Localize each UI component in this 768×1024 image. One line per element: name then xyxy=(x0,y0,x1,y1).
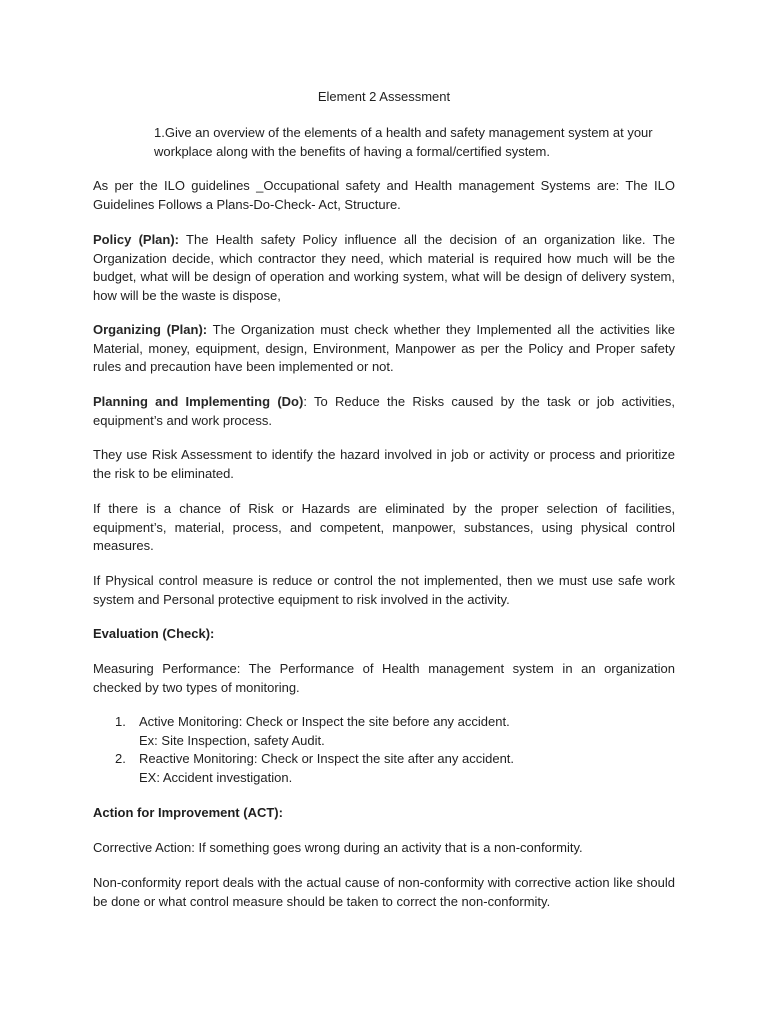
list-item-example: Ex: Site Inspection, safety Audit. xyxy=(139,732,325,748)
policy-paragraph xyxy=(93,231,675,305)
planning-paragraph xyxy=(93,393,675,430)
intro-paragraph: As per the ILO guidelines _Occupational safety and Health management Systems are: The ILO Guidelines Follows a Plans-Do-Check- Act, Structure. xyxy=(93,178,675,212)
list-item-number: 2. xyxy=(115,751,126,766)
risk-assessment-paragraph: They use Risk Assessment to identify the hazard involved in job or activity or process and prioritize the risk to be eliminated. xyxy=(93,447,675,481)
monitoring-list xyxy=(93,713,675,787)
nonconformity-paragraph: Non-conformity report deals with the actual cause of non-conformity with corrective action like should be done or what control measure should be taken to correct the non-conformity. xyxy=(93,875,675,909)
physical-control-paragraph: If Physical control measure is reduce or control the not implemented, then we must use safe work system and Personal protective equipment to risk involved in the activity. xyxy=(93,573,675,607)
assessment-question: 1.Give an overview of the elements of a health and safety management system at your workplace along with the benefits of having a formal/certified system. xyxy=(154,125,653,159)
evaluation-heading: Evaluation (Check): xyxy=(93,626,215,641)
policy-label: Policy (Plan): xyxy=(93,232,180,247)
document-title: Element 2 Assessment xyxy=(317,89,451,104)
list-item xyxy=(93,750,675,787)
list-item-title: Reactive Monitoring: Check or Inspect the site after any accident. xyxy=(139,751,515,766)
list-item-number: 1. xyxy=(115,714,126,729)
list-item xyxy=(93,713,675,750)
organizing-paragraph xyxy=(93,321,675,377)
measuring-paragraph: Measuring Performance: The Performance of Health management system in an organization checked by two types of monitoring. xyxy=(93,661,675,695)
policy-text: The Health safety Policy influence all the decision of an organization like. The Organization decide, which contractor they need, which material is required how much will be the budget, what will be design of operation and working system, what will be design of delivery system, how will be the waste is dispose, xyxy=(93,232,675,303)
list-item-example: EX: Accident investigation. xyxy=(139,769,293,785)
hazards-paragraph: If there is a chance of Risk or Hazards are eliminated by the proper selection of facilities, equipment’s, material, process, and competent, manpower, substances, using physical control measures. xyxy=(93,501,675,553)
organizing-label: Organizing (Plan): xyxy=(93,322,208,337)
action-heading: Action for Improvement (ACT): xyxy=(93,805,283,820)
corrective-paragraph: Corrective Action: If something goes wrong during an activity that is a non-conformity. xyxy=(93,840,583,855)
planning-text: : To Reduce the Risks caused by the task or job activities, equipment’s and work process. xyxy=(93,394,675,428)
organizing-text: The Organization must check whether they Implemented all the activities like Material, money, equipment, design, Environment, Manpower as per the Policy and Proper safety rules and precaution have been implemented or not. xyxy=(93,322,675,374)
list-item-title: Active Monitoring: Check or Inspect the site before any accident. xyxy=(139,714,510,729)
planning-label: Planning and Implementing (Do) xyxy=(93,394,304,409)
